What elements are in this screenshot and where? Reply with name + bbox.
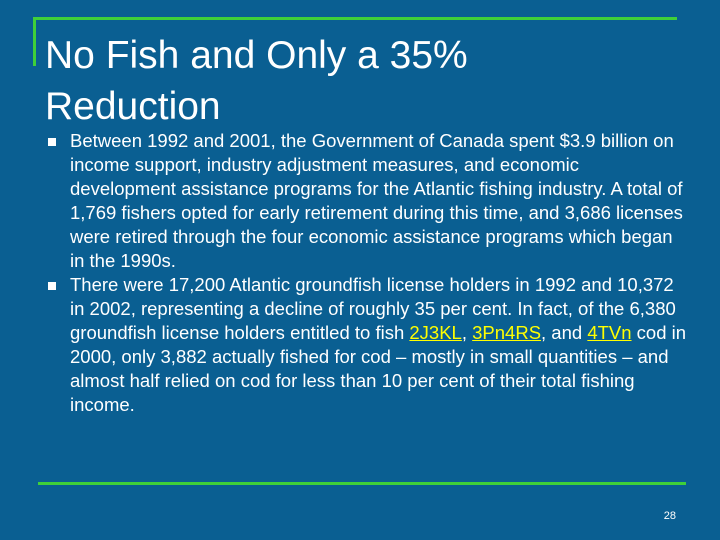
bullet-1-text: Between 1992 and 2001, the Government of Canada spent $3.9 billion on income support, industry adjustment measures, and economic development assistance programs for the Atlantic fishing industry. A total of 1,769 fishers opted for early retirement during this time, and 3,686 licenses were retired through the four economic assistance programs which began in the 1990s. [70,130,683,271]
bullet-item-2 [48,273,688,417]
frame-left-rule [33,17,36,66]
bullet-2-text-start: There were 17,200 Atlantic groundfish license holders in 1992 and 10,372 in 2002, representing a decline of roughly 35 per cent. In fact, of the 6,380 groundfish license holders entitled to fish [70,274,676,343]
bullet-item-1 [48,129,688,273]
link-4tvn[interactable]: 4TVn [587,322,632,343]
link-2j3kl[interactable]: 2J3KL [409,322,462,343]
frame-top-rule [33,17,677,20]
bullet-2-sep-1: , [461,322,473,343]
slide-title [45,30,685,132]
square-bullet-icon [48,138,56,146]
bullet-list [48,129,688,417]
square-bullet-icon [48,282,56,290]
frame-bottom-rule [38,482,686,485]
title-line-2: Reduction [45,85,221,128]
link-3pn4rs[interactable]: 3Pn4RS [472,322,542,343]
page-number: 28 [663,510,676,522]
bullet-2-sep-2: , and [541,322,588,343]
bullet-2-text-end: cod in 2000, only 3,882 actually fished for cod – mostly in small quantities – and almost half relied on cod for less than 10 per cent of their total fishing income. [70,322,687,415]
title-line-1: No Fish and Only a 35% [45,34,468,77]
